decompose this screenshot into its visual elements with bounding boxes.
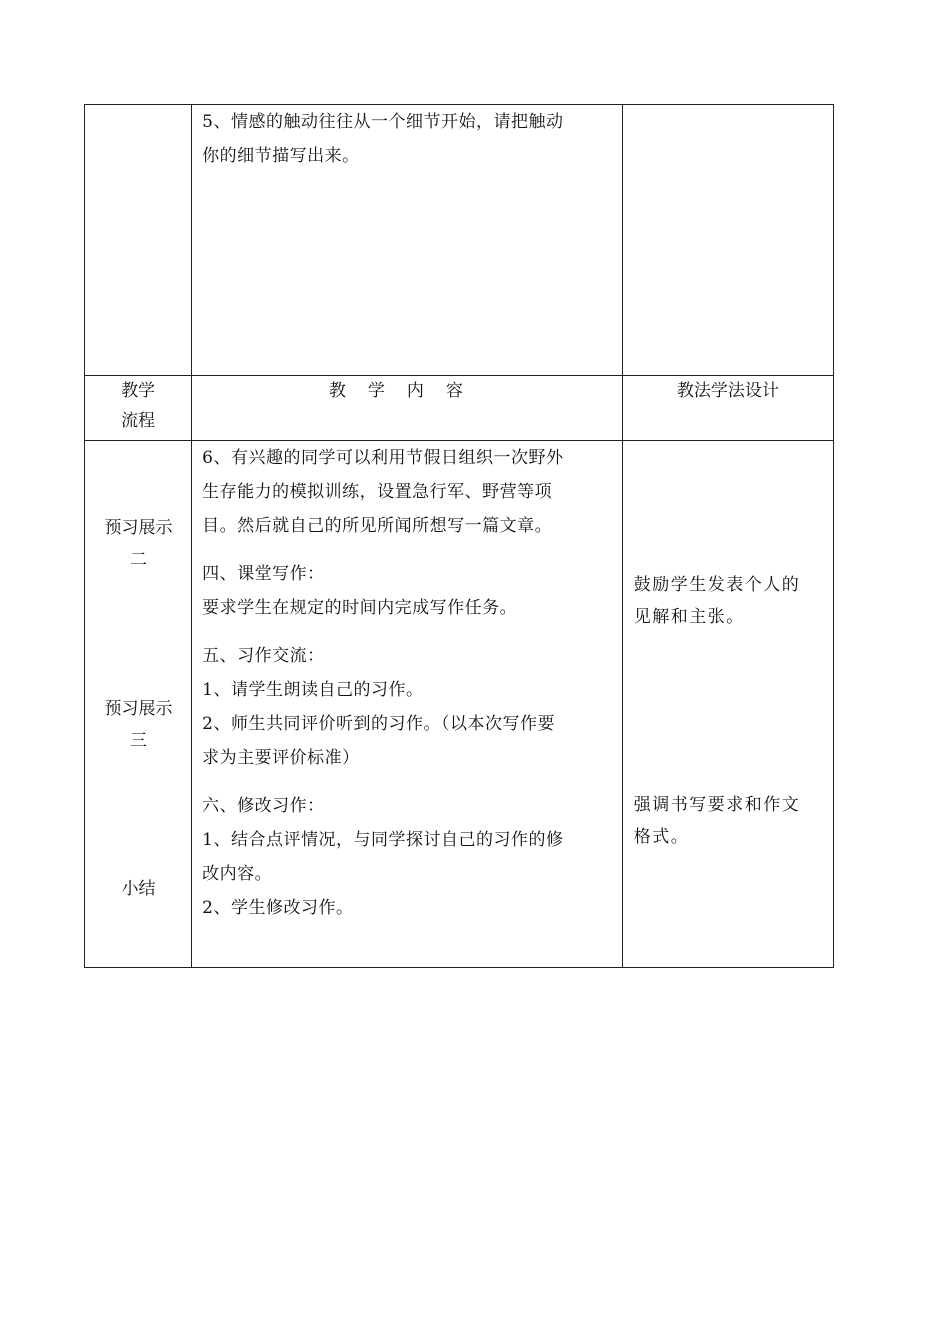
- content-header-cell: [192, 376, 623, 441]
- stage-line: 二: [130, 550, 147, 570]
- section-title: 五、习作交流：: [202, 646, 325, 666]
- content-cell: [192, 441, 623, 968]
- table-row: [85, 105, 834, 376]
- stage-line: 小结: [121, 879, 156, 899]
- method-cell-empty: [622, 105, 833, 376]
- method-header: 教法学法设计: [676, 381, 779, 401]
- flow-cell-empty: [85, 105, 192, 376]
- flow-header-line: 教学: [121, 381, 156, 401]
- flow-header-cell: [85, 376, 192, 441]
- text-line: 要求学生在规定的时间内完成写作任务。: [202, 598, 518, 618]
- text-line: 6、有兴趣的同学可以利用节假日组织一次野外: [202, 448, 564, 468]
- text-line: 生存能力的模拟训练，设置急行军、野营等项: [202, 482, 553, 502]
- text-line: 1、请学生朗读自己的习作。: [202, 680, 424, 700]
- section-title: 六、修改习作：: [202, 796, 325, 816]
- lesson-plan-table: [84, 104, 834, 968]
- text-line: 1、结合点评情况，与同学探讨自己的习作的修: [202, 830, 564, 850]
- stage-line: 三: [130, 731, 147, 751]
- text-line: 5、情感的触动往往从一个细节开始，请把触动: [202, 112, 564, 132]
- note-line: 见解和主张。: [633, 607, 745, 627]
- note-line: 强调书写要求和作文: [633, 795, 801, 815]
- flow-cell: [85, 441, 192, 968]
- stage-line: 预习展示: [104, 518, 173, 538]
- table-header-row: [85, 376, 834, 441]
- text-line: 目。然后就自己的所见所闻所想写一篇文章。: [202, 516, 553, 536]
- section-title: 四、课堂写作：: [202, 564, 325, 584]
- note-line: 格式。: [633, 827, 690, 847]
- method-cell: [622, 441, 833, 968]
- content-cell: [192, 105, 623, 376]
- content-header: 教学内容: [328, 381, 485, 401]
- text-line: 你的细节描写出来。: [202, 146, 360, 166]
- stage-label: [85, 873, 192, 905]
- method-note: [634, 569, 825, 633]
- method-note: [634, 789, 825, 853]
- flow-header-line: 流程: [121, 411, 156, 431]
- table-row: [85, 441, 834, 968]
- text-line: 2、学生修改习作。: [202, 898, 354, 918]
- stage-line: 预习展示: [104, 699, 173, 719]
- note-line: 鼓励学生发表个人的: [633, 575, 801, 595]
- text-line: 2、师生共同评价听到的习作。（以本次写作要: [202, 714, 555, 734]
- stage-label: [85, 512, 192, 576]
- text-line: 求为主要评价标准）: [202, 748, 360, 768]
- method-header-cell: [622, 376, 833, 441]
- text-line: 改内容。: [202, 864, 273, 884]
- stage-label: [85, 693, 192, 757]
